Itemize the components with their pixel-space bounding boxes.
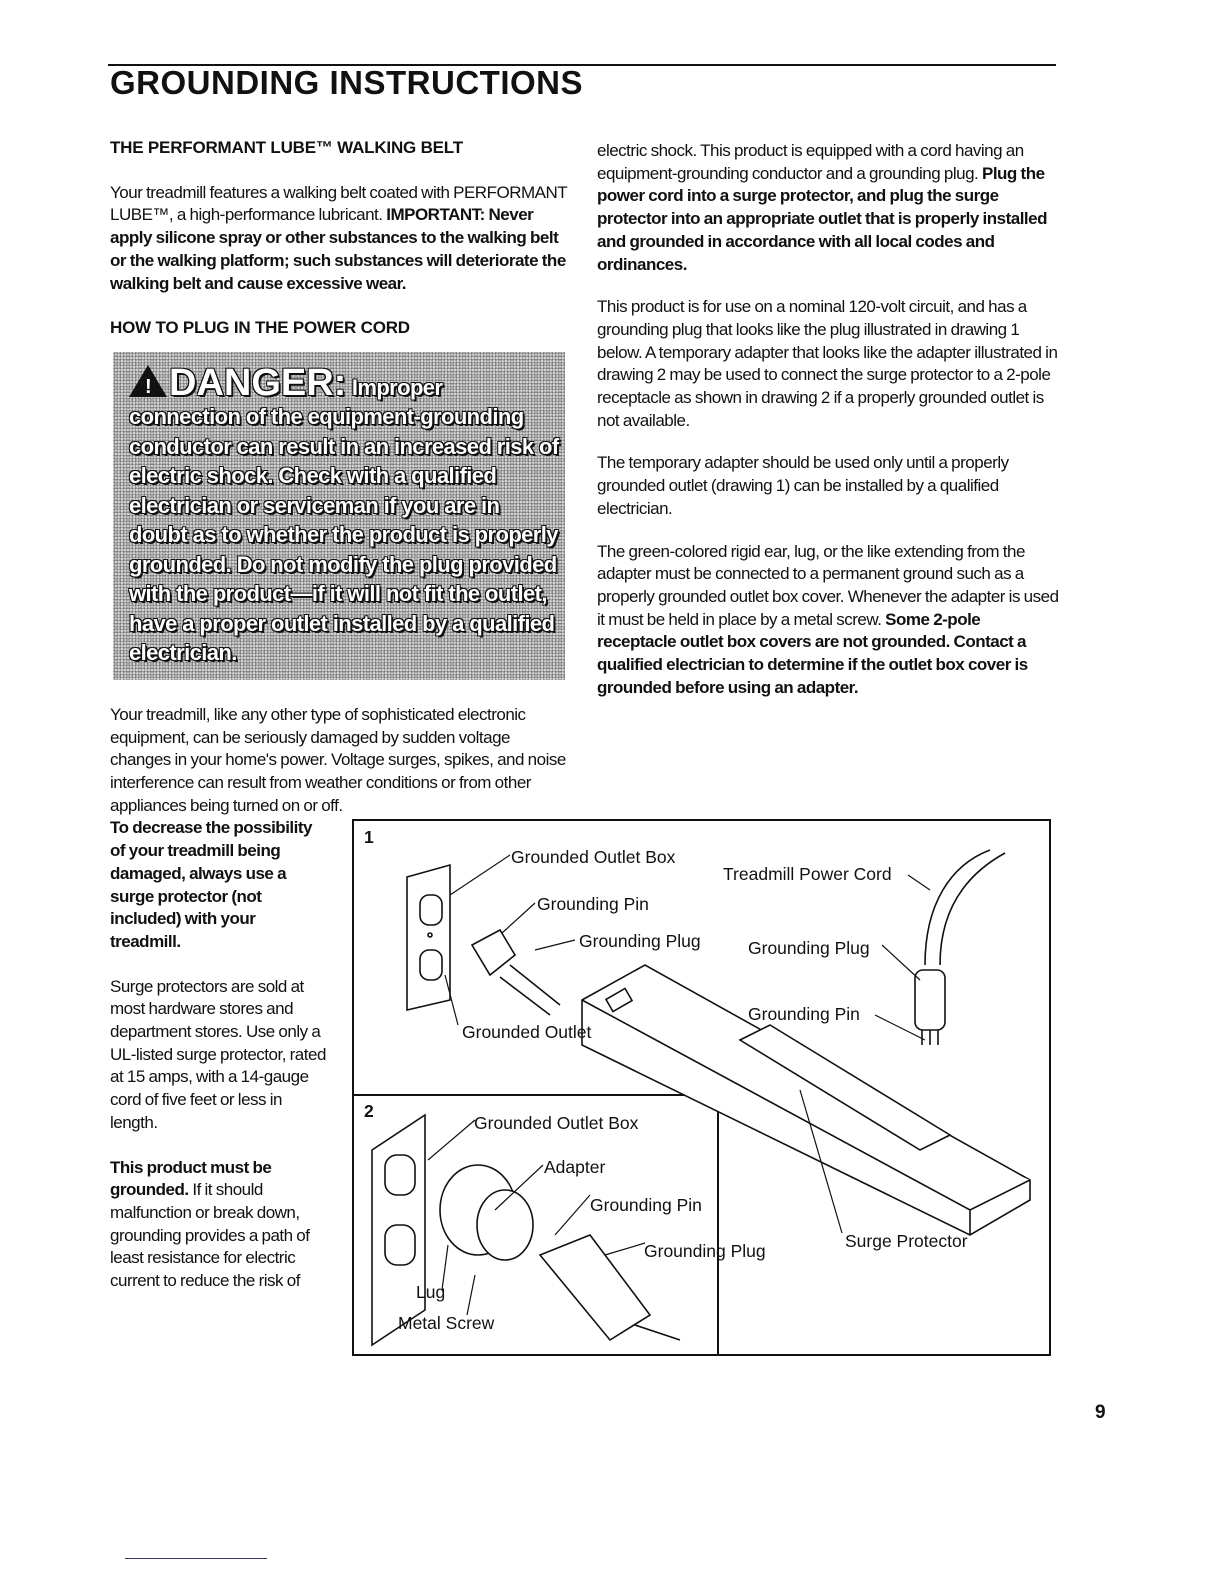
label-grounding-plug: Grounding Plug [579,931,701,951]
plug-instructions: Plug the power cord into a surge protector, and plug the surge protector into an appropriate outlet that is properly installed and grounded in accordance with all local codes and ordinances. [597,163,1047,274]
adapter-drawing [372,1115,680,1345]
label2-grounded-outlet-box: Grounded Outlet Box [474,1113,639,1133]
text: electric shock. This product is equipped with a cord having an equipment-grounding conductor and a grounding plug. [597,141,1024,183]
important-text: IMPORTANT: Never apply silicone spray or other substances to the walking belt or the walking platform; such substances will deteriorate the walking belt and cause excessive wear. [110,205,566,293]
label-grounded-outlet: Grounded Outlet [462,1022,592,1042]
grounded-text: If it should malfunction or break down, grounding provides a path of least resistance for electric current to reduce the risk of [110,1180,310,1291]
outlet-cover-warning: Some 2-pole receptacle outlet box covers are not grounded. Contact a qualified electrician to determine if the outlet box cover is grounded before using an adapter. [597,609,1028,697]
paragraph-surge-protector-warning: To decrease the possibility of your treadmill being damaged, always use a surge protector (not included) with your treadmill. [110,818,312,951]
label2-adapter: Adapter [544,1157,606,1177]
heading-walking-belt: THE PERFORMANT LUBE™ WALKING BELT [110,138,463,157]
label-grounding-pin: Grounding Pin [537,894,649,914]
paragraph-surges: Your treadmill, like any other type of sophisticated electronic equipment, can be seriously damaged by sudden voltage changes in your home's power. Voltage surges, spikes, and noise interference can result from weather conditions or from other appliances being turned on or off. [110,704,566,815]
danger-word: DANGER: [169,361,347,404]
right-column [597,140,1059,699]
label2-grounding-pin: Grounding Pin [590,1195,702,1215]
danger-box [113,352,565,680]
warning-triangle-icon: ! [129,365,167,397]
drawing2-number: 2 [364,1101,374,1121]
label2-metal-screw: Metal Screw [398,1313,495,1333]
label-grounding-pin-2: Grounding Pin [748,1004,860,1024]
paragraph-cord [597,140,1059,276]
drawing1-number: 1 [364,827,374,847]
paragraph-walking-belt [110,182,572,296]
text: The green-colored rigid ear, lug, or the like extending from the adapter must be connected to a permanent ground such as a properly grounded outlet box cover. Whenever the adapter is used it must be held in place by a metal screw. [597,541,1059,629]
label-surge-protector: Surge Protector [845,1231,968,1251]
label-grounded-outlet-box: Grounded Outlet Box [511,847,676,867]
grounded-outlet-drawing [407,865,450,1010]
text: Your treadmill features a walking belt coated with PERFORMANT LUBE™, a high-performance lubricant. [110,182,567,225]
danger-message: Improper connection of the equipment-grounding conductor can result in an increased risk of electric shock. Check with a qualified electrician or serviceman if you are in doubt as to whether the product is properly grounded. Do not modify the plug provided with the product—if it will not fit the outlet, have a proper outlet installed by a qualified electrician. [129,374,559,666]
grounded-bold: This product must be grounded. [110,1157,272,1200]
page-number: 9 [1095,1402,1106,1423]
label-treadmill-power-cord: Treadmill Power Cord [723,864,892,884]
paragraph-surge-protectors: Surge protectors are sold at most hardware stores and department stores. Use only a UL-listed surge protector, rated at 15 amps, with a 14-gauge cord of five feet or less in length. [110,976,326,1132]
page-title: GROUNDING INSTRUCTIONS [110,64,583,101]
footer-line [125,1558,267,1559]
treadmill-power-cord-drawing [915,850,1005,1045]
label2-lug: Lug [416,1282,446,1302]
label-grounding-plug-2: Grounding Plug [748,938,870,958]
grounding-diagram [350,815,1056,1360]
heading-power-cord: HOW TO PLUG IN THE POWER CORD [110,318,410,338]
paragraph-120-volt: This product is for use on a nominal 120-volt circuit, and has a grounding plug that looks like the plug illustrated in drawing 1 below. A temporary adapter that looks like the adapter illustrated in drawing 2 may be used to connect the surge protector to a 2-pole receptacle as shown in drawing 2 if a properly grounded outlet is not available. [597,297,1058,430]
label2-grounding-plug: Grounding Plug [644,1241,766,1261]
danger-text-block [129,361,559,668]
paragraph-green-ear [597,541,1059,700]
paragraph-temporary-adapter: The temporary adapter should be used only until a properly grounded outlet (drawing 1) can be installed by a qualified electrician. [597,453,1009,518]
paragraph-grounded [110,1157,330,1293]
